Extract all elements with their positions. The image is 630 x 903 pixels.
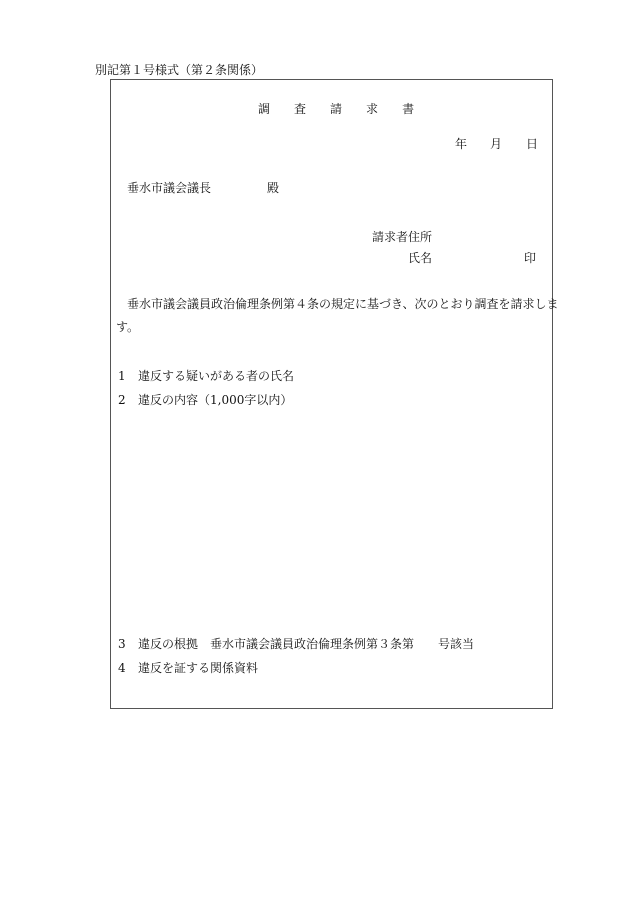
requester-name-label: 氏名 xyxy=(408,251,433,265)
requester-address-label: 請求者住所 xyxy=(372,230,433,244)
date-month-label: 月 xyxy=(490,137,503,151)
title-char: 査 xyxy=(294,102,307,116)
requester-seal-label: 印 xyxy=(524,251,537,265)
document-title xyxy=(258,103,414,115)
date-day-label: 日 xyxy=(526,137,539,151)
item-3-number: 3 xyxy=(118,637,126,651)
item-2-number: 2 xyxy=(118,393,126,407)
form-header-label: 別記第１号様式（第２条関係） xyxy=(95,63,264,77)
item-3-text: 違反の根拠 垂水市議会議員政治倫理条例第３条第 号該当 xyxy=(138,637,475,651)
body-text-line-2: す。 xyxy=(116,320,140,334)
item-1-text: 違反する疑いがある者の氏名 xyxy=(138,369,295,383)
title-char: 書 xyxy=(402,102,415,116)
item-4-text: 違反を証する関係資料 xyxy=(138,661,259,675)
addressee-honorific: 殿 xyxy=(267,181,280,195)
title-char: 調 xyxy=(258,102,271,116)
title-char: 求 xyxy=(366,102,379,116)
item-4-number: 4 xyxy=(118,661,126,675)
title-char: 請 xyxy=(330,102,343,116)
item-1-number: 1 xyxy=(118,369,126,383)
addressee-name: 垂水市議会議長 xyxy=(127,181,212,195)
body-text-line-1: 垂水市議会議員政治倫理条例第４条の規定に基づき、次のとおり調査を請求しま xyxy=(127,297,559,311)
date-year-label: 年 xyxy=(455,137,468,151)
item-2-text: 違反の内容（1,000字以内） xyxy=(138,393,293,407)
